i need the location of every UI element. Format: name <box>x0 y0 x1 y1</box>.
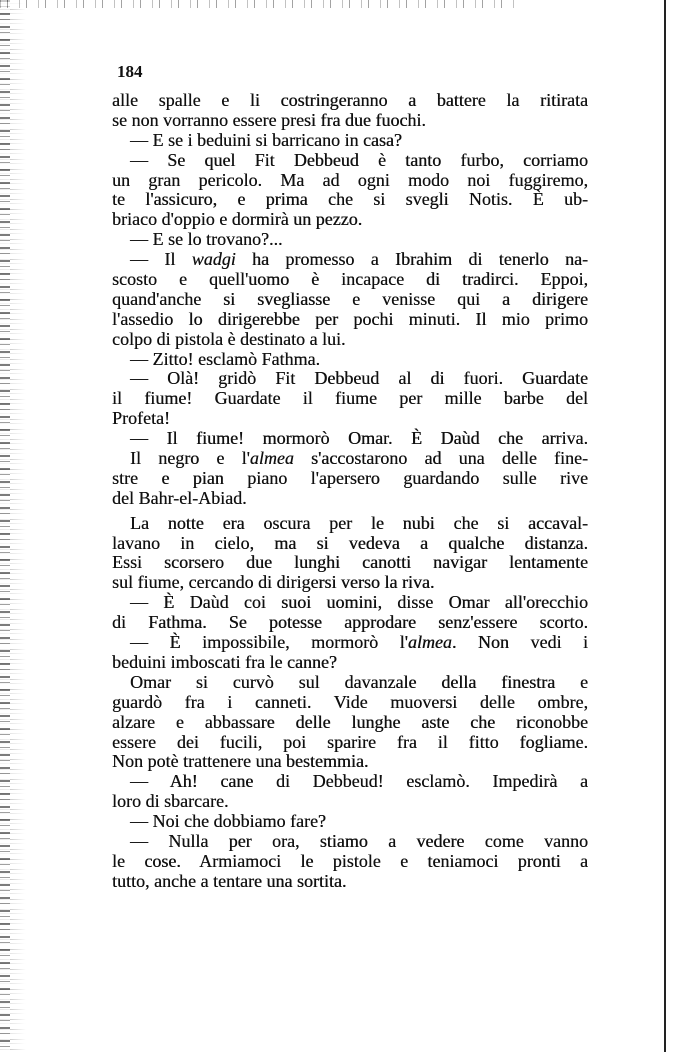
page-border-line <box>664 0 666 1052</box>
text-segment: — Se quel Fit Debbeud è tanto furbo, corriamo <box>130 149 588 170</box>
text-segment: beduini imboscati fra le canne? <box>112 651 337 672</box>
text-segment: guardò fra i canneti. Vide muoversi delle ombre, <box>112 691 588 712</box>
text-line <box>112 429 588 449</box>
text-segment: — Il fiume! mormorò Omar. È Daùd che arriva. <box>130 428 588 449</box>
text-line <box>112 350 588 370</box>
body-text <box>112 91 588 892</box>
text-segment: Non potè trattenere una bestemmia. <box>112 751 369 772</box>
text-segment: te l'assicuro, e prima che si svegli Notis. È ub- <box>112 189 588 210</box>
text-segment: scosto e quell'uomo è incapace di tradirci. Eppoi, <box>112 269 588 290</box>
text-segment: Essi scorsero due lunghi canotti navigar lentamente <box>112 552 588 573</box>
italic-word: almea <box>249 448 294 469</box>
text-segment: — È Daùd coi suoi uomini, disse Omar all'orecchio <box>130 592 588 613</box>
text-segment: tutto, anche a tentare una sortita. <box>112 870 347 891</box>
text-line <box>112 330 588 350</box>
text-line <box>112 151 588 171</box>
text-line <box>112 772 588 792</box>
text-line <box>112 573 588 593</box>
text-segment: ha promesso a Ibrahim di tenerlo na- <box>235 249 588 270</box>
text-segment: le cose. Armiamoci le pistole e teniamoci pronti a <box>112 850 588 871</box>
text-line <box>112 613 588 633</box>
text-line <box>112 693 588 713</box>
text-segment: alzare e abbassare delle lunghe aste che riconobbe <box>112 711 588 732</box>
text-line <box>112 593 588 613</box>
page-number: 184 <box>117 62 143 81</box>
text-line <box>112 752 588 772</box>
text-line <box>112 872 588 892</box>
scan-edge-noise <box>0 0 10 1052</box>
text-line <box>112 210 588 230</box>
text-line <box>112 534 588 554</box>
text-line <box>112 369 588 389</box>
text-line <box>112 310 588 330</box>
text-line <box>112 469 588 489</box>
text-segment: se non vorranno essere presi fra due fuochi. <box>112 109 426 130</box>
text-segment: — Nulla per ora, stiamo a vedere come vanno <box>130 830 588 851</box>
text-segment: stre e pian piano l'apersero guardando sulle rive <box>112 467 588 488</box>
text-line <box>112 131 588 151</box>
text-line <box>112 230 588 250</box>
text-line <box>112 553 588 573</box>
text-segment: Omar si curvò sul davanzale della finestra e <box>130 671 588 692</box>
text-line <box>112 812 588 832</box>
text-segment: . Non vedi i <box>451 632 588 653</box>
text-line <box>112 91 588 111</box>
italic-word: wadgi <box>191 249 236 270</box>
text-line <box>112 270 588 290</box>
text-line <box>112 514 588 534</box>
text-segment: — E se lo trovano?... <box>130 229 283 250</box>
text-segment: s'accostarono ad una delle fine- <box>293 448 588 469</box>
text-segment: l'assedio lo dirigerebbe per pochi minuti. Il mio primo <box>112 308 588 329</box>
text-line <box>112 852 588 872</box>
text-segment: La notte era oscura per le nubi che si accaval- <box>130 512 588 533</box>
text-segment: — E se i beduini si barricano in casa? <box>130 129 402 150</box>
text-line <box>112 733 588 753</box>
text-line <box>112 673 588 693</box>
text-line <box>112 713 588 733</box>
text-line <box>112 389 588 409</box>
text-segment: alle spalle e li costringeranno a battere la ritirata <box>112 90 588 110</box>
text-segment: — È impossibile, mormorò l' <box>130 632 408 653</box>
text-segment: loro di sbarcare. <box>112 791 229 812</box>
text-segment: briaco d'oppio e dormirà un pezzo. <box>112 209 363 230</box>
text-segment: — Ah! cane di Debbeud! esclamò. Impedirà a <box>130 771 588 792</box>
text-line <box>112 171 588 191</box>
text-segment: — Olà! gridò Fit Debbeud al di fuori. Guardate <box>130 368 588 389</box>
scan-top-noise <box>0 0 520 8</box>
text-segment: — Noi che dobbiamo fare? <box>130 811 326 832</box>
text-segment: essere dei fucili, poi sparire fra il fitto fogliame. <box>112 731 588 752</box>
text-segment: lavano in cielo, ma si vedeva a qualche distanza. <box>112 532 588 553</box>
italic-word: almea <box>407 632 452 653</box>
text-segment: un gran pericolo. Ma ad ogni modo noi fuggiremo, <box>112 169 588 190</box>
text-segment: — Il <box>130 249 192 270</box>
text-line <box>112 653 588 673</box>
text-segment: Il negro e l' <box>130 448 250 469</box>
text-line <box>112 489 588 509</box>
text-segment: sul fiume, cercando di dirigersi verso la riva. <box>112 572 435 593</box>
text-line <box>112 290 588 310</box>
text-segment: — Zitto! esclamò Fathma. <box>130 348 320 369</box>
text-segment: colpo di pistola è destinato a lui. <box>112 328 346 349</box>
text-line <box>112 832 588 852</box>
text-segment: del Bahr-el-Abiad. <box>112 487 247 508</box>
text-line <box>112 449 588 469</box>
text-segment: di Fathma. Se potesse approdare senz'essere scorto. <box>112 612 588 633</box>
text-line <box>112 633 588 653</box>
text-segment: Profeta! <box>112 408 170 429</box>
text-line <box>112 111 588 131</box>
text-line <box>112 190 588 210</box>
text-line <box>112 792 588 812</box>
text-line <box>112 409 588 429</box>
text-segment: quand'anche si svegliasse e venisse qui a dirigere <box>112 288 588 309</box>
text-line <box>112 250 588 270</box>
text-segment: il fiume! Guardate il fiume per mille barbe del <box>112 388 588 409</box>
